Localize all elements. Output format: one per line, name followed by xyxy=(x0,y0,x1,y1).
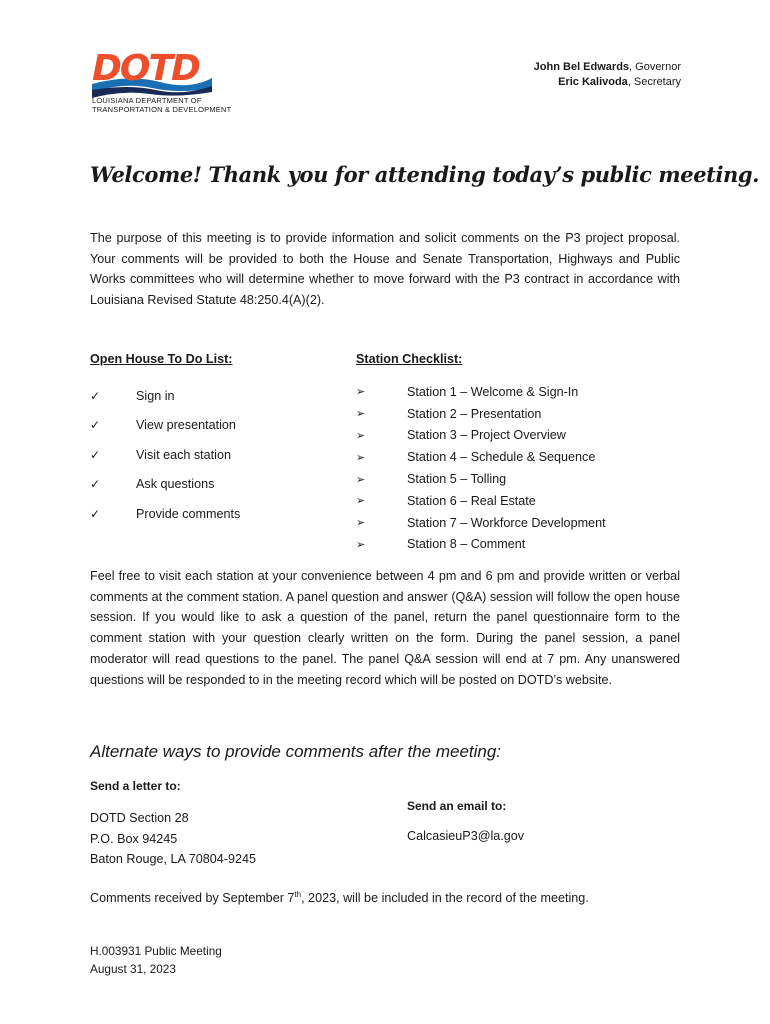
todo-item-label: Visit each station xyxy=(136,447,231,462)
station-item-label: Station 7 – Workforce Development xyxy=(407,515,606,530)
station-item-label: Station 5 – Tolling xyxy=(407,472,507,487)
address-line: Baton Rouge, LA 70804-9245 xyxy=(90,852,256,867)
arrow-bullet-icon: ➢ xyxy=(356,538,366,551)
list-item xyxy=(90,499,240,529)
list-item xyxy=(356,446,606,468)
todo-item-label: Provide comments xyxy=(136,506,241,521)
secretary-line xyxy=(534,75,681,90)
arrow-bullet-icon: ➢ xyxy=(356,429,366,442)
list-item xyxy=(90,381,240,411)
governor-title: , Governor xyxy=(629,61,681,73)
list-item xyxy=(356,534,606,556)
station-item-label: Station 1 – Welcome & Sign-In xyxy=(407,384,579,399)
todo-item-label: Ask questions xyxy=(136,477,215,492)
deadline-ordinal: th xyxy=(294,890,302,899)
email-address: CalcasieuP3@la.gov xyxy=(407,829,525,843)
todo-item-label: View presentation xyxy=(136,418,236,433)
list-item xyxy=(356,512,606,534)
secretary-name: Eric Kalivoda xyxy=(558,76,628,88)
checkmark-icon: ✓ xyxy=(90,418,101,433)
letter-label: Send a letter to: xyxy=(90,779,181,793)
station-item-label: Station 2 – Presentation xyxy=(407,406,542,421)
list-item xyxy=(356,490,606,512)
intro-paragraph: The purpose of this meeting is to provide information and solicit comments on the P3 project proposal. Your comments will be provided to both the House and Senate Transportation, Highways and Public Works committees who will determine whether to move forward with the P3 contract in accordance with Louisiana Revised Statute 48:250.4(A)(2). xyxy=(90,231,680,308)
station-list xyxy=(356,381,606,555)
details-paragraph: Feel free to visit each station at your convenience between 4 pm and 6 pm and provide written or verbal comments at the comment station. A panel question and answer (Q&A) session will follow the open house session. If you would like to ask a question of the panel, return the panel questionnaire form to the comment station with your question clearly written on the form. During the panel session, a panel moderator will read questions to the panel. The panel Q&A session will end at 7 pm. Any unanswered questions will be responded to in the meeting record which will be posted on DOTD’s website. xyxy=(90,569,680,687)
governor-line xyxy=(534,60,681,75)
logo-subtitle-line1: LOUISIANA DEPARTMENT OF xyxy=(92,96,202,105)
deadline-text-start: Comments received by September 7 xyxy=(90,891,295,906)
list-item xyxy=(90,411,240,441)
checkmark-icon: ✓ xyxy=(90,447,101,462)
arrow-bullet-icon: ➢ xyxy=(356,386,366,399)
station-item-label: Station 6 – Real Estate xyxy=(407,493,536,508)
alternate-heading: Alternate ways to provide comments after the meeting: xyxy=(90,742,502,761)
station-item-label: Station 3 – Project Overview xyxy=(407,428,566,443)
todo-list xyxy=(90,381,240,529)
list-item xyxy=(356,381,606,403)
station-item-label: Station 4 – Schedule & Sequence xyxy=(407,450,596,465)
logo-wordmark: DOTD xyxy=(92,48,199,89)
document-footer xyxy=(90,943,222,978)
checkmark-icon: ✓ xyxy=(90,477,101,492)
list-item xyxy=(356,403,606,425)
secretary-title: , Secretary xyxy=(627,76,681,88)
mailing-address xyxy=(90,808,256,870)
deadline-note xyxy=(90,890,589,905)
officials-block xyxy=(534,60,681,90)
arrow-bullet-icon: ➢ xyxy=(356,473,366,486)
logo-subtitle-line2: TRANSPORTATION & DEVELOPMENT xyxy=(92,105,232,114)
todo-heading: Open House To Do List: xyxy=(90,352,233,366)
checkmark-icon: ✓ xyxy=(90,388,101,403)
list-item xyxy=(356,425,606,447)
arrow-bullet-icon: ➢ xyxy=(356,451,366,464)
deadline-text-end: , 2023, will be included in the record of the meeting. xyxy=(301,891,589,906)
governor-name: John Bel Edwards xyxy=(533,61,630,73)
station-item-label: Station 8 – Comment xyxy=(407,537,526,552)
arrow-bullet-icon: ➢ xyxy=(356,495,366,508)
footer-reference: H.003931 Public Meeting xyxy=(90,944,222,958)
list-item xyxy=(90,440,240,470)
arrow-bullet-icon: ➢ xyxy=(356,408,366,421)
arrow-bullet-icon: ➢ xyxy=(356,517,366,530)
email-label: Send an email to: xyxy=(407,799,507,813)
address-line: P.O. Box 94245 xyxy=(90,831,178,846)
list-item xyxy=(356,468,606,490)
station-heading: Station Checklist: xyxy=(356,352,463,366)
logo-subtitle xyxy=(92,96,231,114)
footer-date: August 31, 2023 xyxy=(90,961,176,976)
checkmark-icon: ✓ xyxy=(90,506,101,521)
address-line: DOTD Section 28 xyxy=(90,811,189,825)
list-item xyxy=(90,470,240,500)
page-title: Welcome! Thank you for attending today’s public meeting. xyxy=(90,162,760,187)
todo-item-label: Sign in xyxy=(136,388,175,403)
